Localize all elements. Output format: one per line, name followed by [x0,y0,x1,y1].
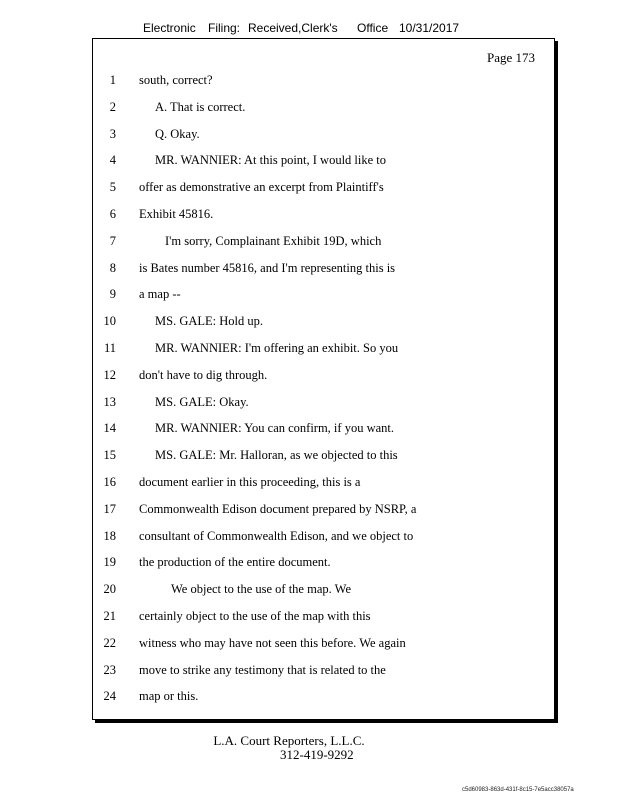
court-reporter-phone: 312-419-9292 [280,747,354,762]
transcript-line-text: certainly object to the use of the map with this [139,609,371,623]
line-number: 7 [109,233,116,248]
page-number: Page 173 [487,50,536,65]
filing-stamp-word-filing: Filing: [208,21,241,35]
transcript-line-text: A. That is correct. [155,99,246,114]
line-number: 20 [103,582,116,597]
line-number: 13 [103,394,116,409]
filing-stamp-word-electronic: Electronic [143,21,196,35]
transcript-line-text: witness who may have not seen this before. We again [139,635,406,650]
line-number: 1 [109,73,116,87]
line-number: 10 [103,314,116,329]
line-number: 19 [103,555,116,570]
line-number: 2 [109,99,116,114]
transcript-line-text: south, correct? [139,73,213,87]
transcript-line-text: Exhibit 45816. [139,207,214,221]
transcript-line-text: document earlier in this proceeding, this is a [139,475,361,489]
filing-stamp-word-received: Received,Clerk's [248,21,338,35]
transcript-line-text: MS. GALE: Okay. [155,394,249,409]
line-number: 6 [109,207,116,221]
transcript-line-text: MR. WANNIER: At this point, I would like to [155,153,387,168]
transcript-line-text: consultant of Commonwealth Edison, and we object to [139,528,414,543]
line-number: 8 [109,260,116,275]
transcript-line-text: offer as demonstrative an excerpt from Plaintiff's [139,180,384,195]
line-number: 23 [103,662,116,677]
line-number: 3 [109,126,116,141]
document-id: c5d60983-863d-431f-8c15-7e5acc38057a [462,787,574,793]
line-number: 14 [103,421,116,436]
filing-stamp-header [0,21,618,37]
transcript-line-text: a map -- [139,287,181,302]
filing-stamp-word-office: Office [357,21,389,35]
transcript-line-text: MS. GALE: Hold up. [155,314,263,329]
transcript-line-text: don't have to dig through. [139,367,268,382]
line-number: 12 [103,367,116,382]
frame-shadow-bottom [95,720,558,723]
transcript-line-text: MR. WANNIER: I'm offering an exhibit. So you [155,341,399,355]
transcript-line-text: MS. GALE: Mr. Halloran, as we objected to this [155,448,398,463]
transcript-line-text: move to strike any testimony that is related to the [139,662,386,677]
transcript-line-text: is Bates number 45816, and I'm representing this is [139,260,396,275]
filing-stamp-date: 10/31/2017 [399,21,460,35]
court-reporter-name-text: L.A. Court Reporters, L.L.C. [213,733,365,748]
transcript-line-text: map or this. [139,689,199,704]
transcript-line-text: MR. WANNIER: You can confirm, if you want. [155,421,394,436]
line-number: 18 [103,528,116,543]
line-number: 11 [103,341,116,355]
frame-shadow-right [555,41,558,723]
line-number: 17 [103,501,116,516]
line-number: 15 [103,448,116,463]
transcript-line-text: Commonwealth Edison document prepared by NSRP, a [139,501,417,516]
transcript-line-text: the production of the entire document. [139,555,331,570]
line-number: 9 [109,287,116,302]
transcript-line-text: Q. Okay. [155,126,200,141]
line-number: 21 [103,609,116,623]
line-number: 5 [109,180,116,195]
line-number: 22 [103,635,116,650]
line-number: 16 [103,475,116,489]
line-number: 24 [103,689,116,704]
transcript-line-text: We object to the use of the map. We [171,582,351,597]
line-number: 4 [109,153,116,168]
transcript-line-text: I'm sorry, Complainant Exhibit 19D, which [165,233,382,248]
